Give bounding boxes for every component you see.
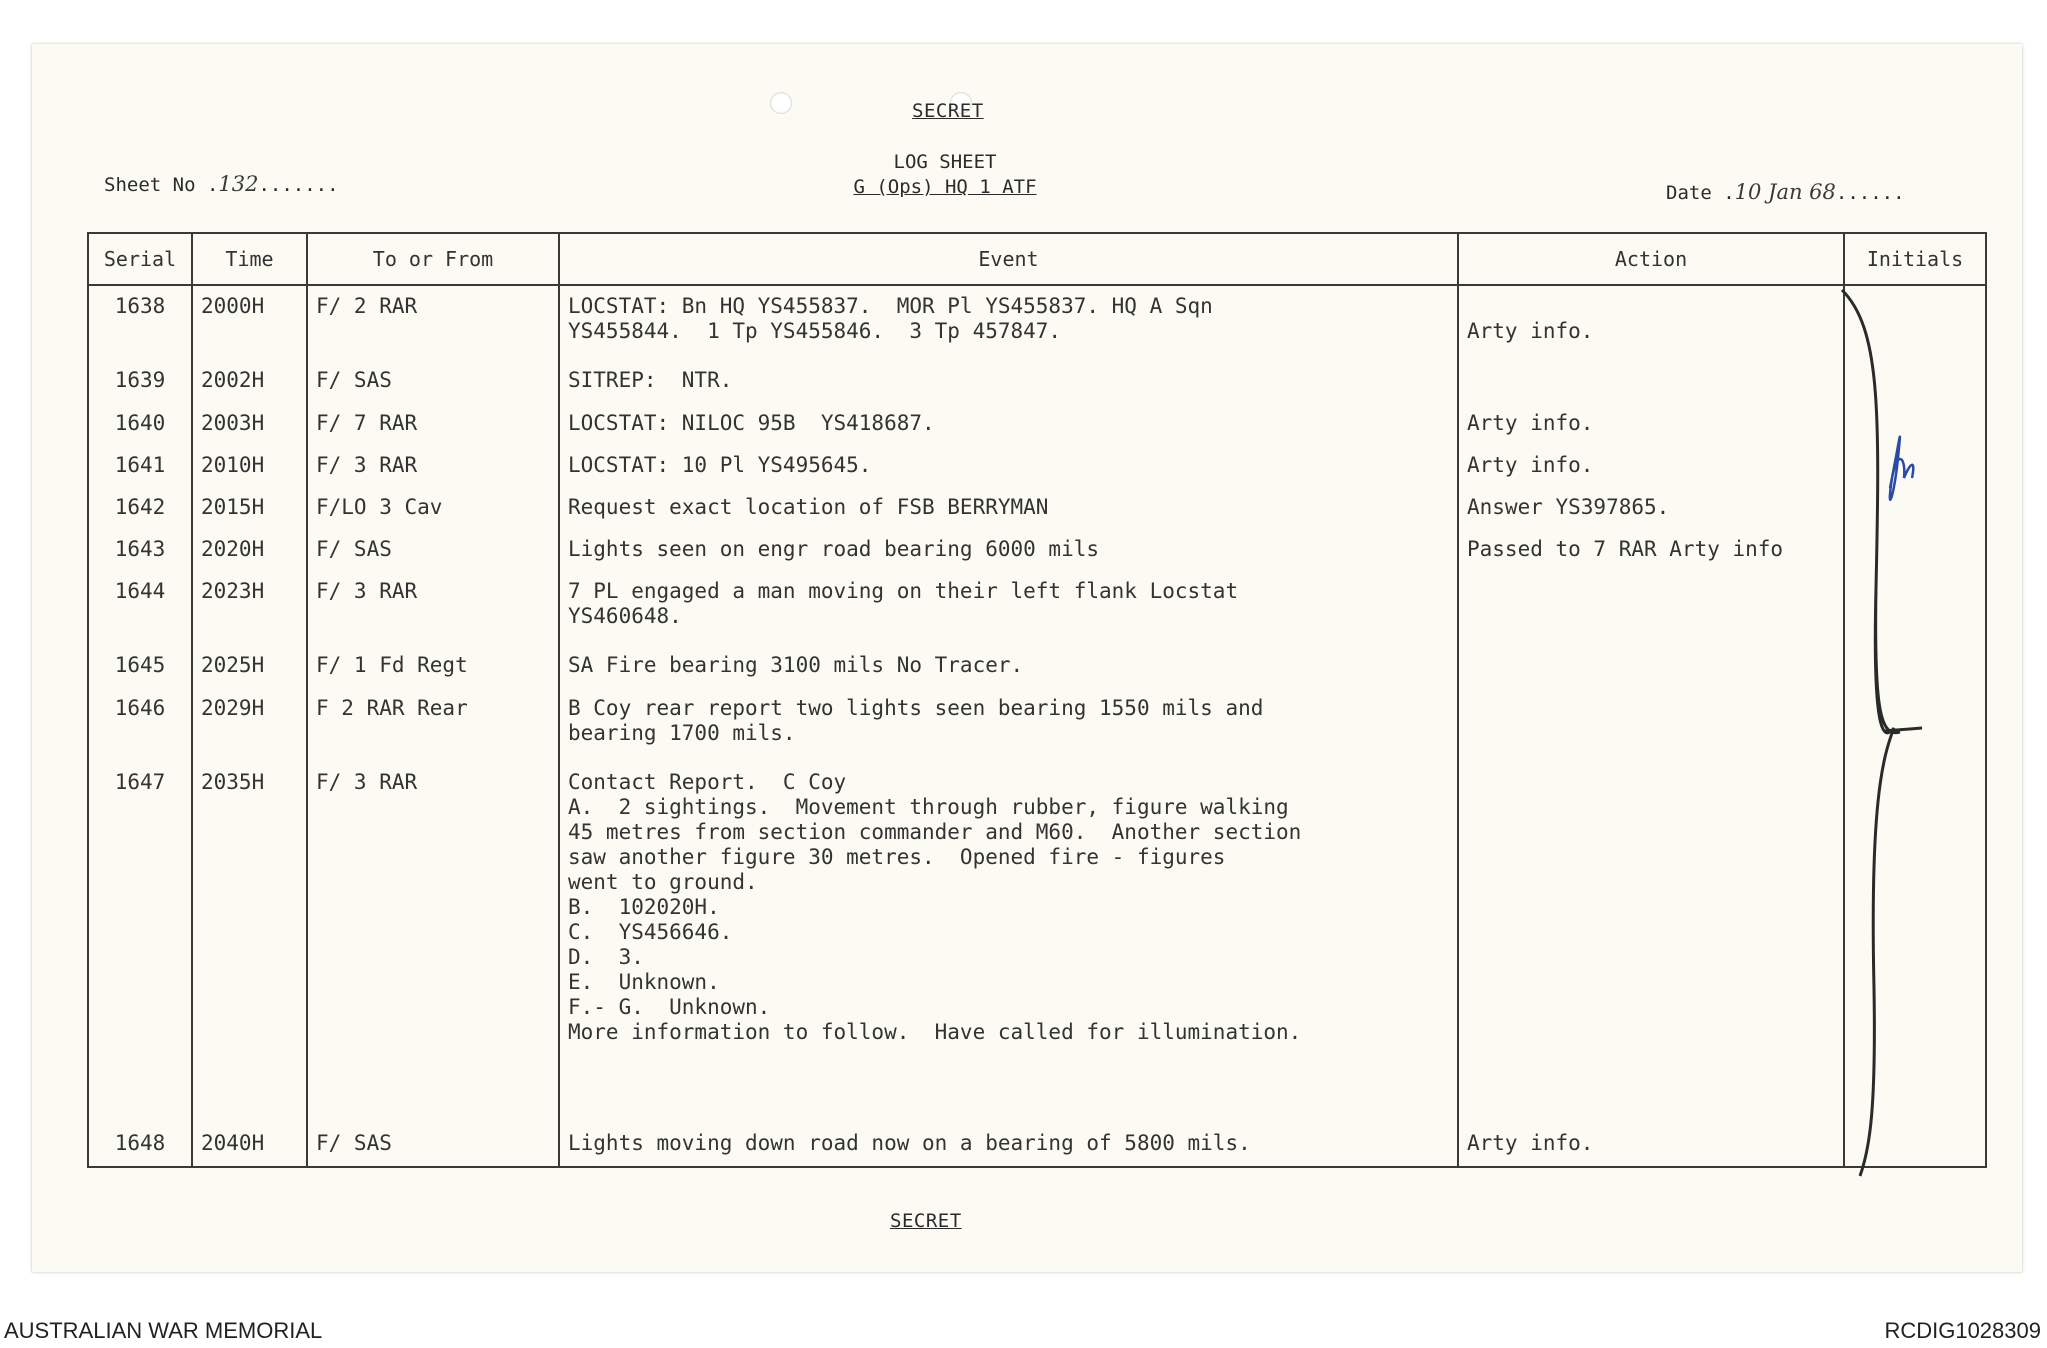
event-cell: Contact Report. C Coy A. 2 sightings. Movement through rubber, figure walking 45 metres from section commander and M60. Another section saw another figure 30 metres. Opened fire - figures went to ground. B. 102020H. C. YS456646. D. 3. E. Unknown. F.- G. Unknown. More information to follow. Have called for illumination. — [559, 762, 1458, 1124]
event-cell: LOCSTAT: Bn HQ YS455837. MOR Pl YS455837. HQ A Sqn YS455844. 1 Tp YS455846. 3 Tp 457847. — [559, 285, 1458, 360]
from-cell: F/ 3 RAR — [307, 762, 559, 1124]
initials-brace-signature — [1840, 288, 1930, 1178]
from-cell: F/ SAS — [307, 360, 559, 402]
table-row — [88, 403, 1986, 445]
time-cell: 2000H — [192, 285, 307, 360]
time-cell: 2023H — [192, 571, 307, 645]
action-cell — [1458, 360, 1844, 402]
event-cell: Request exact location of FSB BERRYMAN — [559, 487, 1458, 529]
top-secret-marking: SECRET — [912, 100, 984, 122]
event-cell: B Coy rear report two lights seen bearing 1550 mils and bearing 1700 mils. — [559, 688, 1458, 762]
time-cell: 2020H — [192, 529, 307, 571]
table-header-row — [88, 233, 1986, 285]
table-row — [88, 762, 1986, 1124]
action-cell: Answer YS397865. — [1458, 487, 1844, 529]
serial-cell: 1641 — [88, 445, 192, 487]
event-cell: SITREP: NTR. — [559, 360, 1458, 402]
from-cell: F 2 RAR Rear — [307, 688, 559, 762]
sheet-number-field — [104, 172, 339, 196]
column-header-to-or-from: To or From — [307, 233, 559, 285]
time-cell: 2015H — [192, 487, 307, 529]
serial-cell: 1643 — [88, 529, 192, 571]
sheet-number-value: 132 — [218, 172, 259, 196]
from-cell: F/ 3 RAR — [307, 445, 559, 487]
archive-name: AUSTRALIAN WAR MEMORIAL — [4, 1318, 323, 1343]
serial-cell: 1647 — [88, 762, 192, 1124]
table-row — [88, 571, 1986, 645]
date-dots: ...... — [1835, 182, 1905, 204]
table-row — [88, 1123, 1986, 1165]
serial-cell: 1638 — [88, 285, 192, 360]
table-blank-row — [88, 1166, 1986, 1167]
action-cell: Arty info. — [1458, 403, 1844, 445]
action-cell — [1458, 571, 1844, 645]
serial-cell: 1645 — [88, 645, 192, 687]
title-line-1: LOG SHEET — [893, 151, 997, 173]
initials-signature-mark — [1890, 437, 1913, 500]
brace-stroke — [1842, 290, 1900, 1176]
archive-id: RCDIG1028309 — [1884, 1318, 2041, 1343]
log-sheet-title — [845, 150, 1045, 200]
bottom-secret-marking: SECRET — [890, 1210, 962, 1232]
title-line-2: G (Ops) HQ 1 ATF — [853, 176, 1037, 198]
table-row — [88, 529, 1986, 571]
archive-watermark-bar — [0, 1314, 2047, 1348]
action-cell — [1458, 645, 1844, 687]
serial-cell: 1648 — [88, 1123, 192, 1165]
column-header-event: Event — [559, 233, 1458, 285]
punch-hole — [770, 92, 792, 114]
table-row — [88, 487, 1986, 529]
date-label: Date . — [1666, 182, 1735, 204]
action-cell — [1458, 762, 1844, 1124]
table-row — [88, 645, 1986, 687]
time-cell: 2010H — [192, 445, 307, 487]
column-header-initials: Initials — [1844, 233, 1986, 285]
column-header-action: Action — [1458, 233, 1844, 285]
event-cell: 7 PL engaged a man moving on their left flank Locstat YS460648. — [559, 571, 1458, 645]
event-cell: Lights seen on engr road bearing 6000 mils — [559, 529, 1458, 571]
column-header-serial: Serial — [88, 233, 192, 285]
action-cell: Arty info. — [1458, 1123, 1844, 1165]
from-cell: F/ 2 RAR — [307, 285, 559, 360]
event-cell: LOCSTAT: NILOC 95B YS418687. — [559, 403, 1458, 445]
brace-tick — [1884, 728, 1922, 731]
from-cell: F/LO 3 Cav — [307, 487, 559, 529]
from-cell: F/ 3 RAR — [307, 571, 559, 645]
action-cell: Arty info. — [1458, 445, 1844, 487]
event-cell: LOCSTAT: 10 Pl YS495645. — [559, 445, 1458, 487]
action-cell: Passed to 7 RAR Arty info — [1458, 529, 1844, 571]
from-cell: F/ SAS — [307, 529, 559, 571]
date-value: 10 Jan 68 — [1734, 180, 1836, 204]
from-cell: F/ 1 Fd Regt — [307, 645, 559, 687]
time-cell: 2035H — [192, 762, 307, 1124]
time-cell: 2002H — [192, 360, 307, 402]
serial-cell: 1644 — [88, 571, 192, 645]
table-row — [88, 285, 1986, 360]
action-cell — [1458, 688, 1844, 762]
serial-cell: 1640 — [88, 403, 192, 445]
time-cell: 2040H — [192, 1123, 307, 1165]
serial-cell: 1639 — [88, 360, 192, 402]
from-cell: F/ SAS — [307, 1123, 559, 1165]
sheet-number-label: Sheet No . — [104, 174, 219, 196]
event-cell: Lights moving down road now on a bearing of 5800 mils. — [559, 1123, 1458, 1165]
sheet-number-dots: ....... — [258, 174, 339, 196]
table-row — [88, 688, 1986, 762]
event-cell: SA Fire bearing 3100 mils No Tracer. — [559, 645, 1458, 687]
time-cell: 2029H — [192, 688, 307, 762]
time-cell: 2003H — [192, 403, 307, 445]
column-header-time: Time — [192, 233, 307, 285]
log-table — [87, 232, 1987, 1168]
date-field — [1666, 180, 1905, 204]
table-row — [88, 360, 1986, 402]
serial-cell: 1642 — [88, 487, 192, 529]
action-cell: Arty info. — [1458, 285, 1844, 360]
serial-cell: 1646 — [88, 688, 192, 762]
from-cell: F/ 7 RAR — [307, 403, 559, 445]
time-cell: 2025H — [192, 645, 307, 687]
table-row — [88, 445, 1986, 487]
